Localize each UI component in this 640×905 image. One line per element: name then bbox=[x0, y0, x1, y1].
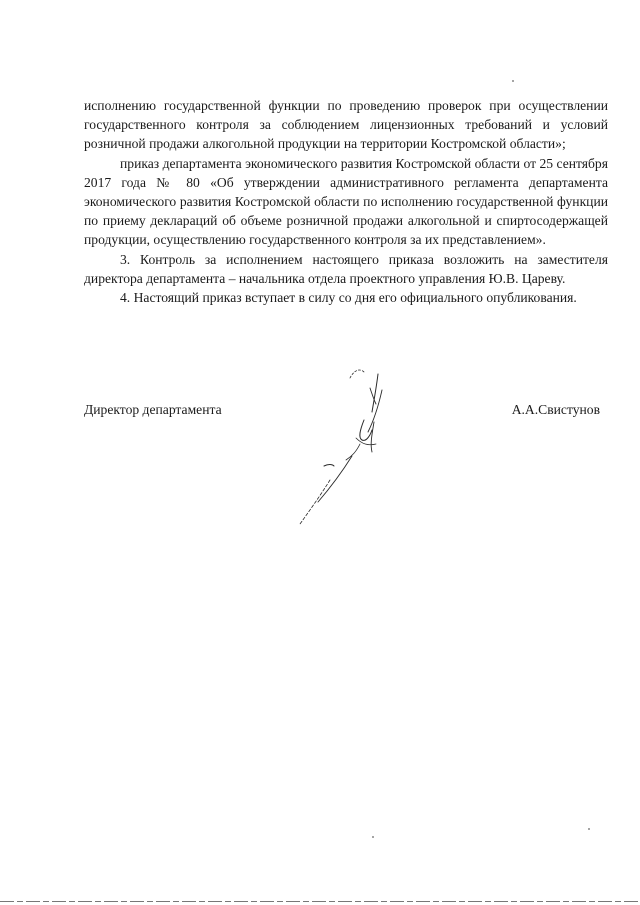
handwritten-signature bbox=[290, 360, 420, 530]
paragraph-order-80: приказ департамента экономического развития Костромской области от 25 сентября 2017 года № 80 «Об утверждении административного регламента департамента экономического развития Костромской области по исполнению государственной функции по приему деклараций об объеме розничной продажи алкогольной и спиртосодержащей продукции, осуществлению государственного контроля за их представлением». bbox=[84, 155, 608, 248]
scan-speck bbox=[372, 836, 374, 838]
paragraph-control-clause: 3. Контроль за исполнением настоящего приказа возложить на заместителя директора департамента – начальника отдела проектного управления Ю.В. Цареву. bbox=[84, 251, 608, 286]
scan-edge-line bbox=[0, 900, 640, 903]
scan-speck bbox=[512, 80, 514, 82]
paragraph-ending-regulation: исполнению государственной функции по проведению проверок при осуществлении государственного контроля за соблюдением лицензионных требований и условий розничной продажи алкогольной продукции на территории Костромской области»; bbox=[84, 98, 608, 152]
paragraph-effective-date: 4. Настоящий приказ вступает в силу со дня его официального опубликования. bbox=[120, 290, 577, 306]
signatory-title: Директор департамента bbox=[84, 402, 222, 417]
document-body bbox=[84, 96, 608, 307]
scan-speck bbox=[588, 828, 590, 830]
signatory-name: А.А.Свистунов bbox=[511, 402, 600, 417]
